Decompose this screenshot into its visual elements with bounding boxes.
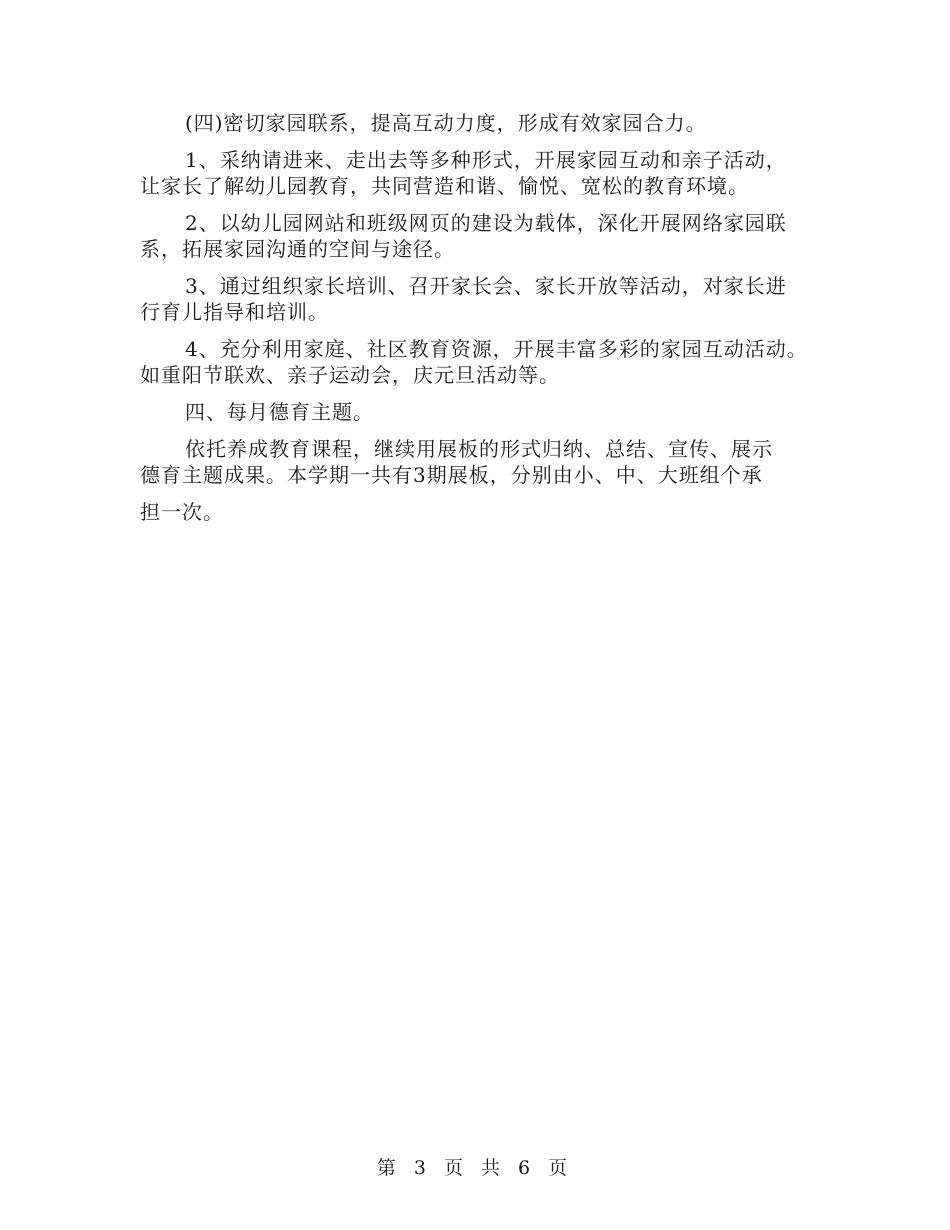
paragraph-line: 2、以幼儿园网站和班级网页的建设为载体，深化开展网络家园联: [185, 211, 787, 235]
page-number-footer: 第 3 页 共 6 页: [376, 1157, 574, 1179]
paragraph-line: 担一次。: [140, 500, 224, 524]
paragraph-line: 德育主题成果。本学期一共有3期展板，分别由小、中、大班组个承: [140, 463, 763, 487]
paragraph-line: 1、采纳请进来、走出去等多种形式，开展家园互动和亲子活动，: [185, 148, 787, 172]
document-body: [140, 110, 830, 525]
paragraph-line: 如重阳节联欢、亲子运动会，庆元旦活动等。: [140, 363, 560, 387]
paragraph-line: 依托养成教育课程，继续用展板的形式归纳、总结、宣传、展示: [185, 437, 773, 461]
paragraph-line: 让家长了解幼儿园教育，共同营造和谐、愉悦、宽松的教育环境。: [140, 174, 749, 198]
section-heading: (四)密切家园联系，提高互动力度，形成有效家园合力。: [185, 111, 707, 135]
paragraph-line: 4、充分利用家庭、社区教育资源，开展丰富多彩的家园互动活动。: [185, 337, 808, 361]
section-heading: 四、每月德育主题。: [185, 400, 374, 424]
paragraph-line: 系，拓展家园沟通的空间与途径。: [140, 237, 455, 261]
paragraph-line: 行育儿指导和培训。: [140, 300, 329, 324]
paragraph-line: 3、通过组织家长培训、召开家长会、家长开放等活动，对家长进: [185, 274, 787, 298]
